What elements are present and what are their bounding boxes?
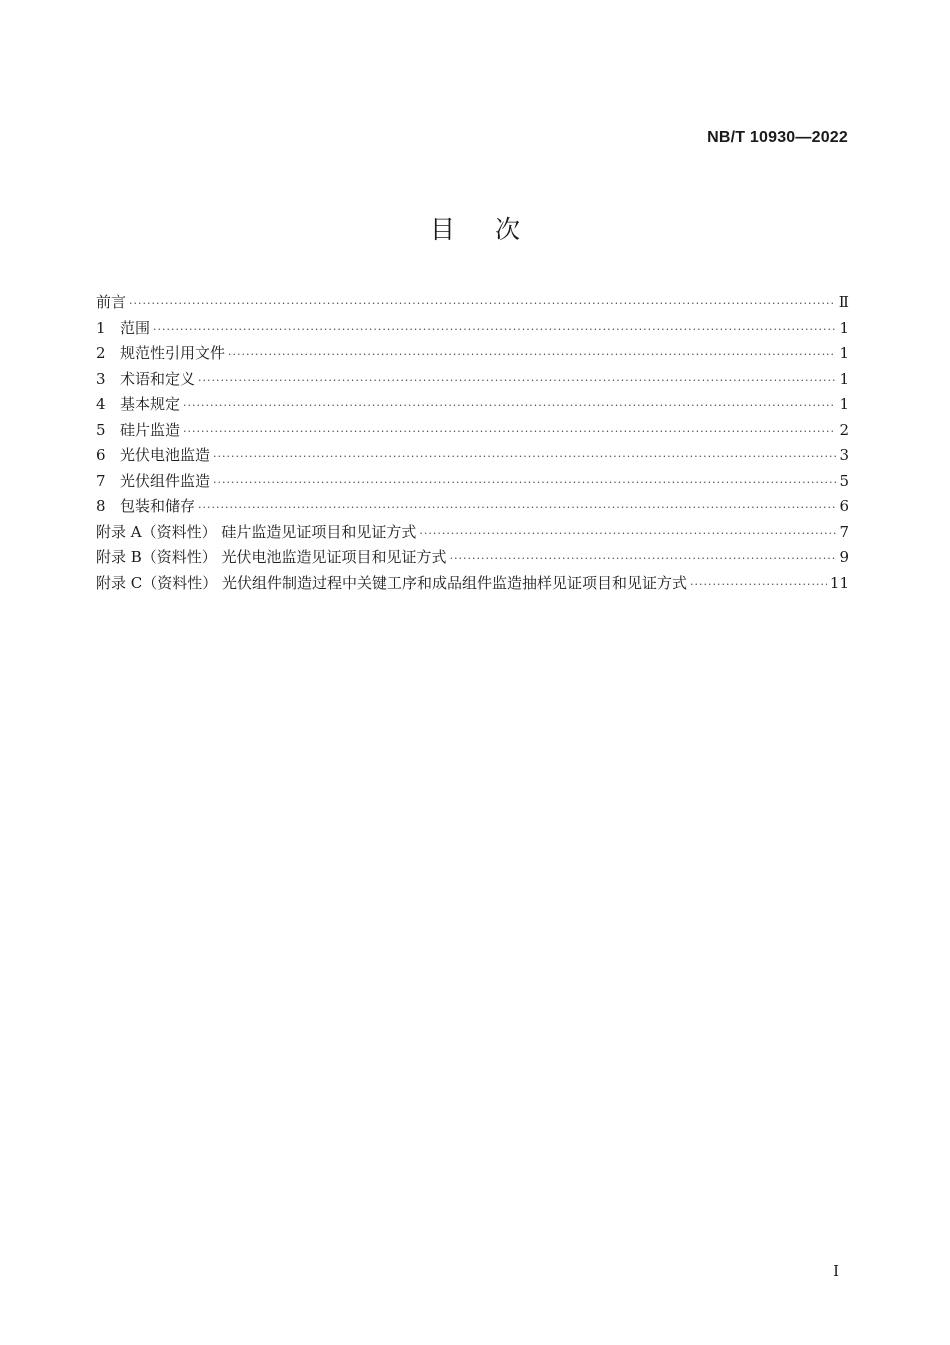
toc-leader-dots: [419, 521, 836, 547]
toc-label: 范围: [120, 318, 151, 337]
toc-entry[interactable]: [96, 341, 849, 367]
toc-page-number: Ⅱ: [838, 293, 849, 311]
toc-page-number: 2: [839, 420, 849, 439]
toc-page-number: 1: [839, 369, 849, 388]
toc-label: 附录 C（资料性） 光伏组件制造过程中关键工序和成品组件监造抽样见证项目和见证方式: [96, 573, 688, 592]
toc-label: 光伏组件监造: [120, 471, 211, 490]
toc-leader-dots: [129, 291, 836, 317]
toc-entry[interactable]: [96, 545, 849, 571]
toc-label: 光伏电池监造: [120, 446, 211, 464]
toc-page-number: 3: [839, 446, 849, 464]
toc-label: 包装和储存: [120, 497, 196, 515]
toc-section-number: 1: [96, 318, 106, 337]
toc-page-number: 5: [839, 471, 849, 490]
toc-page-number: 9: [839, 548, 849, 566]
toc-entry[interactable]: [96, 418, 849, 444]
toc-label: 术语和定义: [120, 369, 196, 388]
page-title: 目次: [429, 215, 560, 244]
toc-leader-dots: [690, 572, 827, 598]
toc-leader-dots: [450, 546, 837, 572]
toc-leader-dots: [213, 470, 836, 496]
table-of-contents: [96, 290, 849, 596]
toc-section-number: 8: [96, 497, 106, 515]
toc-section-number: 7: [96, 471, 106, 490]
toc-section-number: 4: [96, 395, 106, 413]
toc-leader-dots: [198, 495, 836, 521]
toc-entry[interactable]: [96, 494, 849, 520]
toc-page-number: 1: [839, 318, 849, 337]
toc-leader-dots: [183, 419, 836, 445]
toc-label: 规范性引用文件: [120, 344, 226, 362]
toc-entry[interactable]: [96, 520, 849, 546]
toc-label: 附录 B（资料性） 光伏电池监造见证项目和见证方式: [96, 548, 447, 566]
toc-leader-dots: [153, 317, 836, 343]
toc-label: 附录 A（资料性） 硅片监造见证项目和见证方式: [96, 522, 417, 541]
toc-section-number: 3: [96, 369, 106, 388]
toc-page-number: 11: [829, 573, 849, 592]
toc-section-number: 2: [96, 344, 106, 362]
toc-leader-dots: [228, 342, 836, 368]
toc-entry[interactable]: [96, 392, 849, 418]
toc-entry[interactable]: [96, 367, 849, 393]
toc-section-number: 6: [96, 446, 106, 464]
toc-page-number: 1: [839, 395, 849, 413]
toc-leader-dots: [198, 368, 836, 394]
toc-section-number: 5: [96, 420, 106, 439]
toc-leader-dots: [213, 444, 836, 470]
page-number: I: [833, 1262, 839, 1280]
toc-entry[interactable]: [96, 316, 849, 342]
toc-leader-dots: [183, 393, 836, 419]
toc-label: 前言: [96, 293, 127, 311]
standard-code: NB/T 10930—2022: [707, 129, 848, 146]
toc-entry[interactable]: [96, 290, 849, 316]
toc-label: 硅片监造: [120, 420, 181, 439]
toc-page-number: 1: [839, 344, 849, 362]
toc-entry[interactable]: [96, 571, 849, 597]
toc-page-number: 7: [839, 522, 849, 541]
toc-entry[interactable]: [96, 469, 849, 495]
toc-label: 基本规定: [120, 395, 181, 413]
toc-entry[interactable]: [96, 443, 849, 469]
toc-page-number: 6: [839, 497, 849, 515]
